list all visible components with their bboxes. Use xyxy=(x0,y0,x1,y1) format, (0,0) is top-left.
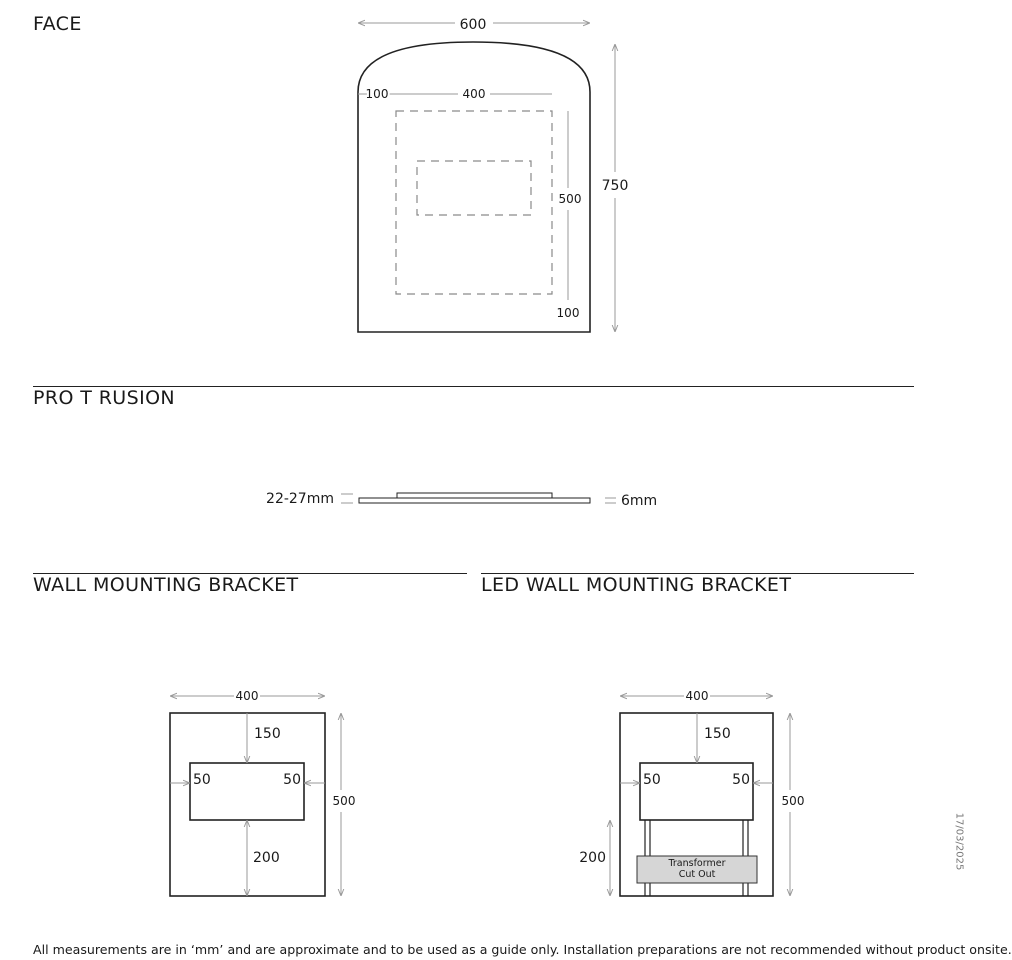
wall-bracket-top-label: 150 xyxy=(254,726,281,742)
inner-sensor-outline xyxy=(417,161,531,215)
face-inner-width-label: 400 xyxy=(462,87,486,101)
led-bracket-top-label: 150 xyxy=(704,726,731,742)
face-diagram xyxy=(358,17,628,332)
face-bottom-margin-label: 100 xyxy=(556,306,580,320)
led-bracket-right-label: 50 xyxy=(732,772,750,788)
disclaimer-footer: All measurements are in ‘mm’ and are approximate and to be used as a guide only. Installation preparations are not recommended without product onsite. xyxy=(33,942,1012,957)
led-bracket-height-label: 500 xyxy=(781,794,805,808)
face-left-margin-label: 100 xyxy=(365,87,389,101)
wall-bracket-left-label: 50 xyxy=(193,772,211,788)
wall-bracket-right-label: 50 xyxy=(283,772,301,788)
transformer-cutout-label-line2: Cut Out xyxy=(678,869,716,880)
wall-bracket-width-label: 400 xyxy=(235,689,259,703)
face-section-title: FACE xyxy=(33,13,82,35)
led-bracket-bottom-label: 200 xyxy=(579,850,606,866)
drawing-date: 17/03/2025 xyxy=(953,812,965,871)
face-height-label: 750 xyxy=(601,178,629,194)
protrusion-thickness-label: 6mm xyxy=(621,493,658,509)
face-width-label: 600 xyxy=(459,17,487,33)
protrusion-diagram xyxy=(266,491,657,509)
led-bracket-width-label: 400 xyxy=(685,689,709,703)
backing-side-profile xyxy=(397,493,552,498)
led-bracket-diagram xyxy=(579,689,804,896)
wall-bracket-height-label: 500 xyxy=(332,794,356,808)
led-bracket-section-title: LED WALL MOUNTING BRACKET xyxy=(481,574,792,596)
mirror-side-profile xyxy=(359,498,590,503)
mirror-outline xyxy=(358,42,590,332)
face-inner-height-label: 500 xyxy=(558,192,582,206)
wall-bracket-section-title: WALL MOUNTING BRACKET xyxy=(33,574,299,596)
wall-bracket-bottom-label: 200 xyxy=(253,850,280,866)
wall-bracket-diagram xyxy=(170,689,355,896)
protrusion-depth-label: 22-27mm xyxy=(266,491,334,507)
protrusion-section-title: PRO T RUSION xyxy=(33,387,176,409)
led-bracket-left-label: 50 xyxy=(643,772,661,788)
led-strip-outline xyxy=(396,111,552,294)
transformer-cutout-label-line1: Transformer xyxy=(668,858,726,869)
